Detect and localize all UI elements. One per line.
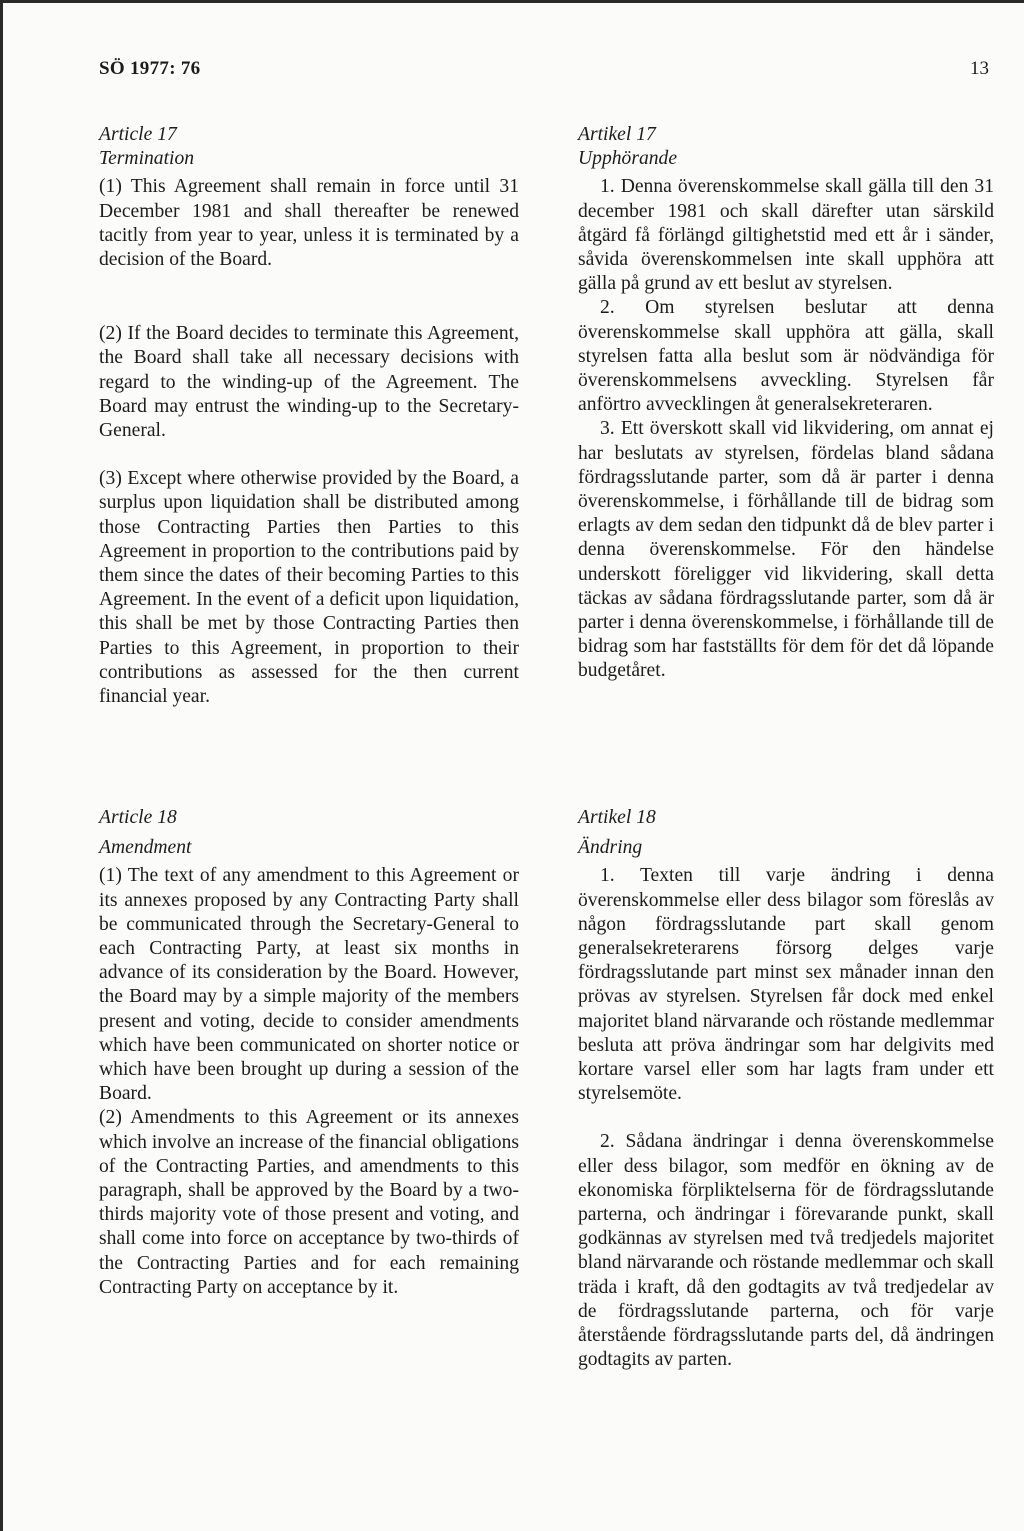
artikel-18-number: Artikel 18 — [578, 807, 656, 828]
artikel-18-para-2: 2. Sådana ändringar i denna överenskommelse eller dess bilagor, som medför en ökning av de ekonomiska förpliktelserna för de fördragsslutande parterna, och ändringar i förevarande punkt, skall godkännas av styrelsen med två tredjedels majoritet bland närvarande och röstande medlemmar och skall träda i kraft, då den godtagits av två tredjedelar av de fördragsslutande parterna, och för varje återstående fördragsslutande parts del, då ändringen godtagits av parten. — [578, 1131, 994, 1371]
swedish-artikel-18 — [578, 806, 994, 1372]
artikel-17-para-1: 1. Denna överenskommelse skall gälla till den 31 december 1981 och skall därefter utan särskild åtgärd få förlängd giltighetstid med ett år i sänder, såvida överenskommelsen inte skall upphöra att gälla på grund av ett beslut av styrelsen. — [578, 176, 994, 295]
article-18-title: Amendment — [99, 837, 192, 859]
document-id: SÖ 1977: 76 — [99, 58, 201, 79]
article-17-number: Article 17 — [99, 124, 177, 145]
article-17-para-2: (2) If the Board decides to terminate this Agreement, the Board shall take all necessary decisions with regard to the winding-up of the Agreement. The Board may entrust the winding-up to the Secretary-General. — [99, 323, 519, 442]
page-number: 13 — [970, 58, 989, 79]
english-article-18 — [99, 806, 519, 1300]
artikel-17-title: Upphörande — [578, 148, 678, 170]
artikel-17-number: Artikel 17 — [578, 124, 656, 145]
artikel-18-para-1: 1. Texten till varje ändring i denna överenskommelse eller dess bilagor som föreslås av någon fördragsslutande part skall genom generalsekreterarens försorg delges varje fördragsslutande part minst sex månader innan den prövas av styrelsen. Styrelsen får dock med enkel majoritet bland närvarande och röstande medlemmar besluta att pröva ändringar som har delgivits med kortare varsel eller som har lagts fram under ett styrelsemöte. — [578, 865, 994, 1105]
article-17-para-3: (3) Except where otherwise provided by the Board, a surplus upon liquidation shall be distributed among those Contracting Parties then Parties to this Agreement in proportion to the contributions paid by them since the dates of their becoming Parties to this Agreement. In the event of a deficit upon liquidation, this shall be met by those Contracting Parties then Parties to this Agreement, in proportion to their contributions as assessed for the then current financial year. — [99, 468, 519, 708]
paragraph-gap — [578, 1106, 994, 1130]
article-18-para-1: (1) The text of any amendment to this Agreement or its annexes proposed by any Contracting Party shall be communicated through the Secretary-General to each Contracting Party, at least six months in advance of its consideration by the Board. However, the Board may by a simple majority of the members present and voting, decide to consider amendments which have been communicated on shorter notice or which have been brought up during a session of the Board. — [99, 865, 519, 1105]
paragraph-gap — [99, 443, 519, 467]
page-border-left — [0, 0, 3, 1531]
artikel-18-title: Ändring — [578, 837, 643, 859]
artikel-17-para-2: 2. Om styrelsen beslutar att denna överenskommelse skall upphöra att gälla, skall styrelsen fatta alla beslut som är nödvändiga för överenskommelsens avveckling. Styrelsen får anförtro avvecklingen åt generalsekreteraren. — [578, 297, 994, 416]
article-18-number: Article 18 — [99, 807, 177, 828]
artikel-17-para-3: 3. Ett överskott skall vid likvidering, om annat ej har beslutats av styrelsen, fördelas bland sådana fördragsslutande parter, som då är parter i denna överenskommelse, i förhållande till de bidrag som erlagts av dem sedan den tidpunkt då de blev parter i denna överenskommelse. För den händelse underskott föreligger vid likvidering, skall detta täckas av sådana fördragsslutande parter, som då är parter i denna överenskommelse, i förhållande till de bidrag som har fastställts för dem för det då löpande budgetåret. — [578, 418, 994, 682]
paragraph-gap — [99, 272, 519, 322]
page-border-top — [0, 0, 1024, 3]
page-header — [99, 58, 989, 88]
swedish-artikel-17 — [578, 123, 994, 684]
article-17-title: Termination — [99, 148, 195, 170]
english-article-17 — [99, 123, 519, 709]
article-17-para-1: (1) This Agreement shall remain in force until 31 December 1981 and shall thereafter be renewed tacitly from year to year, unless it is terminated by a decision of the Board. — [99, 176, 519, 271]
article-18-para-2: (2) Amendments to this Agreement or its annexes which involve an increase of the financial obligations of the Contracting Parties, and amendments to this paragraph, shall be approved by the Board by a two-thirds majority vote of those present and voting, and shall come into force on acceptance by two-thirds of the Contracting Parties and for each remaining Contracting Party on acceptance by it. — [99, 1107, 519, 1298]
